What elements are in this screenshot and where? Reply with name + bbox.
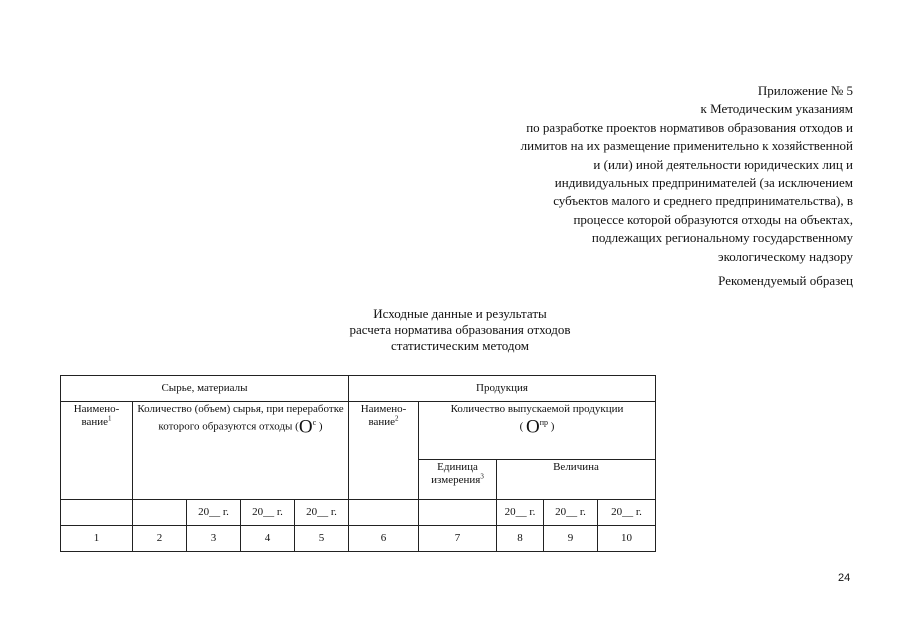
product-quantity-text: Количество выпускаемой продукции <box>450 403 624 415</box>
raw-quantity-subscript: с <box>312 418 317 427</box>
appendix-header <box>433 82 853 266</box>
empty-cell <box>349 500 419 526</box>
appendix-line: процессе которой образуются отходы на объектах, <box>573 211 853 227</box>
column-number: 2 <box>133 526 187 552</box>
year-cell: 20__ г. <box>497 500 544 526</box>
product-quantity-close: ) <box>550 420 555 433</box>
raw-quantity-symbol: О <box>298 416 313 438</box>
title-line: статистическим методом <box>391 338 529 353</box>
column-number: 8 <box>497 526 544 552</box>
product-quantity-subscript: пр <box>539 418 548 427</box>
data-table <box>60 375 656 552</box>
product-name-text: Наимено-вание <box>360 403 407 428</box>
product-quantity-symbol: О <box>525 416 540 438</box>
appendix-line: экологическому надзору <box>717 248 853 264</box>
empty-cell <box>133 500 187 526</box>
raw-name-header <box>61 402 133 500</box>
column-number: 1 <box>61 526 133 552</box>
recommended-sample-label: Рекомендуемый образец <box>718 273 853 288</box>
appendix-line: и (или) иной деятельности юридических лиц и <box>593 156 853 172</box>
year-cell: 20__ г. <box>598 500 656 526</box>
raw-quantity-header <box>133 402 349 500</box>
group-header-raw: Сырье, материалы <box>61 376 349 402</box>
appendix-line: индивидуальных предпринимателей (за исключением <box>554 175 853 191</box>
appendix-line: лимитов на их размещение применительно к хозяйственной <box>520 138 853 154</box>
group-header-products: Продукция <box>349 376 656 402</box>
year-cell: 20__ г. <box>295 500 349 526</box>
column-number: 6 <box>349 526 419 552</box>
title-line: расчета норматива образования отходов <box>349 322 571 337</box>
appendix-line: подлежащих региональному государственному <box>591 230 853 246</box>
column-number: 3 <box>187 526 241 552</box>
appendix-line: Приложение № 5 <box>757 83 853 98</box>
product-quantity-open: ( <box>519 420 524 433</box>
year-cell: 20__ г. <box>544 500 598 526</box>
value-header: Величина <box>497 460 656 500</box>
column-number: 5 <box>295 526 349 552</box>
raw-quantity-close: ) <box>318 420 323 433</box>
title-line: Исходные данные и результаты <box>373 306 547 321</box>
footnote-marker: 1 <box>108 414 112 423</box>
document-title <box>280 306 640 354</box>
appendix-line: по разработке проектов нормативов образования отходов и <box>526 119 853 135</box>
footnote-marker: 3 <box>480 472 484 481</box>
column-number: 9 <box>544 526 598 552</box>
year-cell: 20__ г. <box>187 500 241 526</box>
appendix-line: субъектов малого и среднего предпринимательства), в <box>553 193 853 209</box>
appendix-line: к Методическим указаниям <box>700 101 853 117</box>
column-number: 10 <box>598 526 656 552</box>
column-number: 7 <box>419 526 497 552</box>
product-quantity-formula <box>422 416 652 438</box>
raw-quantity-text: Количество (объем) сырья, при переработке которого образуются отходы ( <box>137 403 344 433</box>
footnote-marker: 2 <box>395 414 399 423</box>
empty-cell <box>419 500 497 526</box>
product-name-header <box>349 402 419 500</box>
unit-header <box>419 460 497 500</box>
empty-cell <box>61 500 133 526</box>
unit-text: Единица измерения <box>431 461 481 486</box>
raw-name-text: Наимено-вание <box>73 403 120 428</box>
product-quantity-header <box>419 402 656 460</box>
year-cell: 20__ г. <box>241 500 295 526</box>
page-number: 24 <box>838 572 851 584</box>
column-number: 4 <box>241 526 295 552</box>
